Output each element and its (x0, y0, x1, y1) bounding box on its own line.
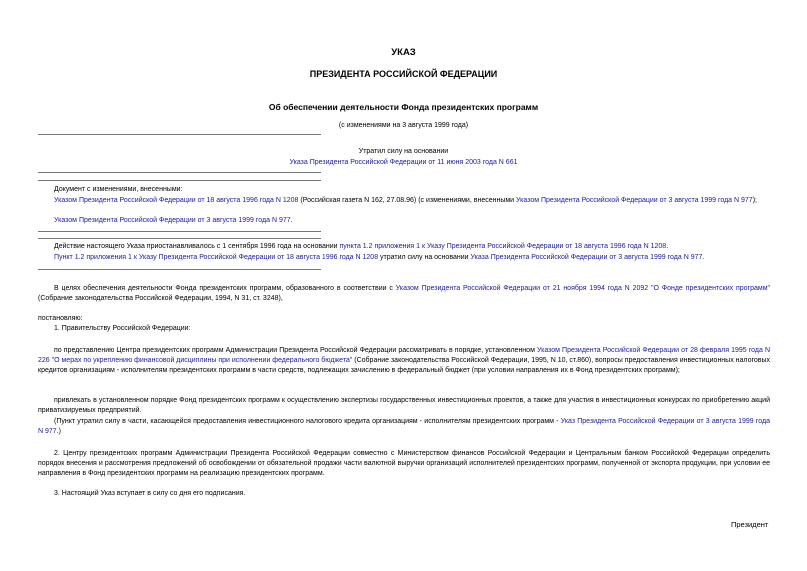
decree-word: постановляю: (38, 315, 83, 322)
signature: Президент (731, 520, 769, 529)
void-note (0, 159, 807, 166)
divider (38, 231, 321, 232)
decree-226-link[interactable]: Указом Президента Российской Федерации от 28 февраля 1995 года N 226 "О мерах по укреплению финансовой дисциплины при исполнении федерального бюджета" (38, 347, 770, 364)
divider (38, 269, 321, 270)
change-text: ); (752, 197, 757, 204)
item-1-paragraph-2: привлекать в установленном порядке Фонд президентских программ к осуществлению экспертизы государственных инвестиционных проектов, а также для участия в инвестиционных конкурсах по приобретению акций приватизируемых предприятий. (38, 397, 770, 414)
void-decree-link[interactable]: Указа Президента Российской Федерации от 11 июня 2003 года N 661 (289, 159, 518, 166)
suspension-link-3[interactable]: Указа Президента Российской Федерации от 3 августа 1999 года N 977 (470, 254, 703, 261)
amendments-note: (с изменениями на 3 августа 1999 года) (338, 122, 469, 129)
divider (38, 172, 321, 173)
item-1-note (38, 417, 770, 437)
item-3: 3. Настоящий Указ вступает в силу со дня его подписания. (54, 490, 246, 497)
change-link-977-b[interactable]: Указом Президента Российской Федерации от 3 августа 1999 года N 977 (54, 217, 291, 224)
suspension-line-2 (54, 254, 704, 261)
suspension-text: . (666, 243, 669, 250)
paragraph-text: по представлению Центра президентских программ Администрации Президента Российской Федерации рассматривать в порядке, установленном (54, 347, 537, 354)
paragraph-text: (Собрание законодательства Российской Федерации, 1995, N 10, ст.860), вопросы предоставления инвестиционных налоговых кредитов организациям - исполнителям президентских программ в части средств, подлежащих зачислению в федеральный бюджет (при условии направления их в Фонд президентских программ); (38, 357, 771, 374)
change-link-1208[interactable]: Указом Президента Российской Федерации от 18 августа 1996 года N 1208 (54, 197, 299, 204)
suspension-line-1 (54, 243, 668, 250)
divider (38, 238, 321, 239)
suspension-text: . (702, 254, 705, 261)
item-2: 2. Центру президентских программ Администрации Президента Российской Федерации совместно с Министерством финансов Российской Федерации и Центральным банком Российской Федерации определить порядок внесения и рассмотрения предложений об освобождении от обязательной продажи части валютной выручки организаций исполнителей президентских программ, полученной от экспорта продукции, при условии ее направления в Фонд президентских программ на реализацию президентских программ. (38, 450, 770, 477)
suspension-link-2[interactable]: Пункт 1.2 приложения 1 к Указу Президента Российской Федерации от 18 августа 1996 года N 1208 (54, 254, 379, 261)
changes-item-2 (54, 217, 293, 224)
suspension-link-1[interactable]: пункта 1.2 приложения 1 к Указу Президента Российской Федерации от 18 августа 1996 года N 1208 (339, 243, 667, 250)
preamble-text: (Собрание законодательства Российской Федерации, 1994, N 31, ст. 3248), (38, 295, 283, 302)
suspension-text: утратил силу на основании (378, 254, 471, 261)
change-link-977[interactable]: Указом Президента Российской Федерации от 3 августа 1999 года N 977 (516, 197, 753, 204)
item-1: 1. Правительству Российской Федерации: (54, 325, 191, 332)
item-1-paragraph-1 (38, 346, 770, 376)
suspension-text: Действие настоящего Указа приостанавливалось с 1 сентября 1996 года на основании (54, 243, 340, 250)
document-issuer: ПРЕЗИДЕНТА РОССИЙСКОЙ ФЕДЕРАЦИИ (309, 69, 498, 79)
changes-list (54, 196, 770, 206)
change-text: . (290, 217, 293, 224)
preamble-text: В целях обеспечения деятельности Фонда президентских программ, образованного в соответствии с (54, 285, 396, 292)
divider (38, 180, 321, 181)
note-text: .) (56, 428, 61, 435)
divider (38, 134, 321, 135)
preamble (38, 284, 770, 304)
decree-977-link[interactable]: Указ Президента Российской Федерации от 3 августа 1999 года N 977 (38, 418, 770, 435)
changes-lead: Документ с изменениями, внесенными: (54, 186, 183, 193)
note-text: (Пункт утратил силу в части, касающейся предоставления инвестиционного налогового кредита организациям - исполнителям президентских программ - (54, 418, 561, 425)
change-text: (Российская газета N 162, 27.08.96) (с изменениями, внесенными (298, 197, 517, 204)
decree-2092-link[interactable]: Указом Президента Российской Федерации от 21 ноября 1994 года N 2092 "О Фонде президентских программ" (395, 285, 771, 292)
void-note-label: Утратил силу на основании (358, 148, 449, 155)
document-subject: Об обеспечении деятельности Фонда президентских программ (268, 102, 539, 112)
document-title: УКАЗ (391, 47, 416, 58)
